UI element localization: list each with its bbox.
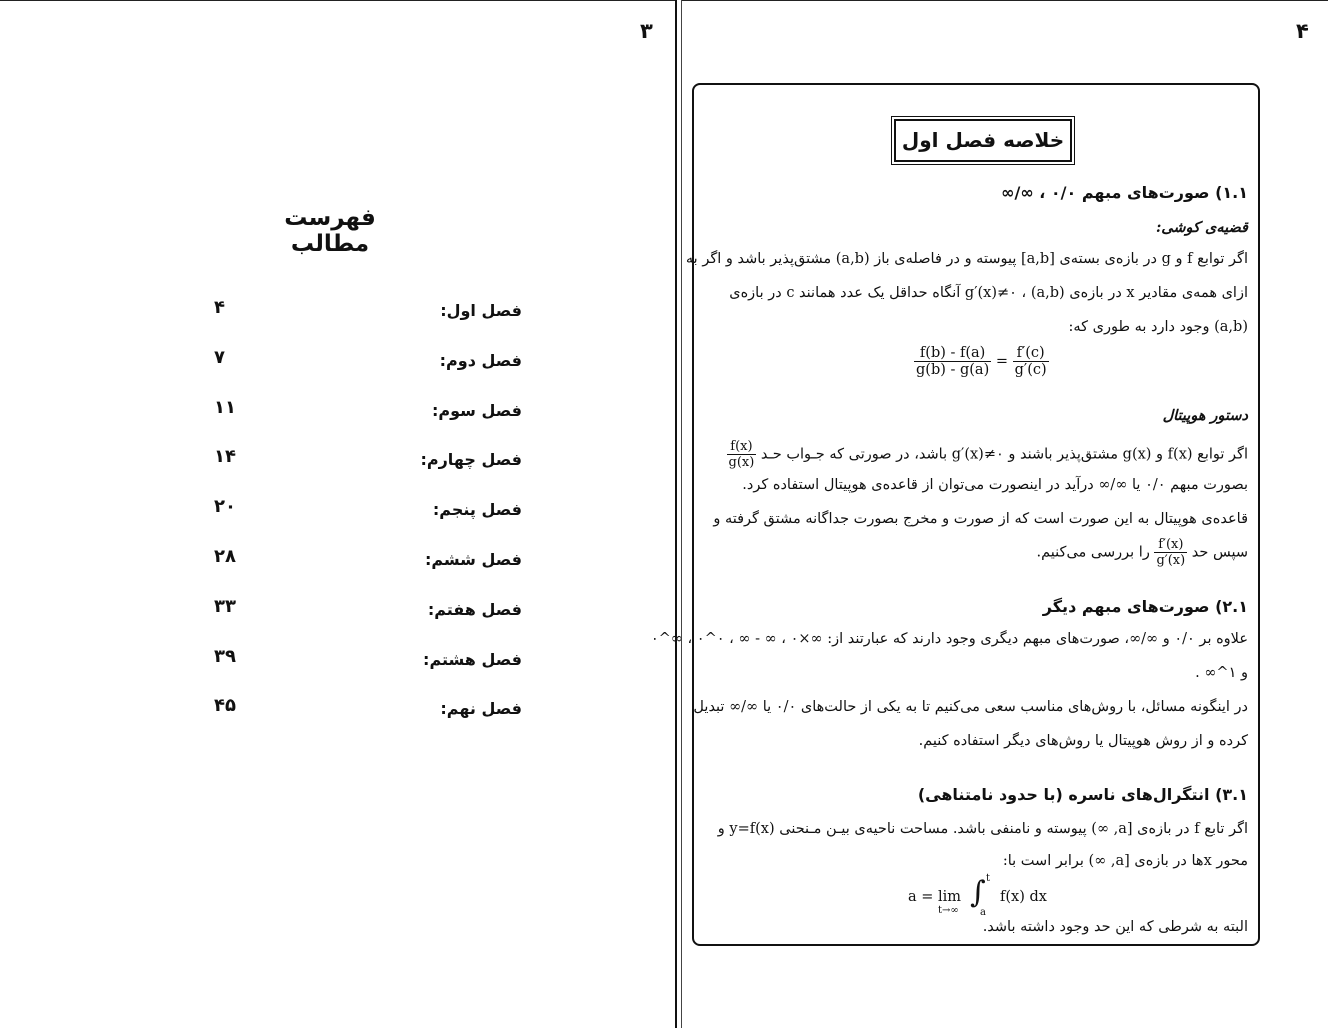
numerator: f(b) - f(a) — [914, 345, 991, 362]
toc-item-page: ۳۹ — [214, 645, 236, 667]
toc-item-page: ۴۵ — [214, 695, 236, 717]
toc-item-label: فصل اول: — [440, 301, 522, 320]
paragraph: اگر توابع f و g در بازه‌ی بسته‌ی [a,b] پیوسته و در فاصله‌ی باز (a,b) مشتق‌پذیر باشد و اگر به — [685, 251, 1248, 267]
section-heading: ۱.۱) صورت‌های مبهم ۰/۰ ، ∞/∞ — [1001, 183, 1248, 202]
book-spine — [675, 0, 682, 1028]
paragraph: ازای همه‌ی مقادیر x در بازه‌ی (a,b) ، g′(x)≠۰ آنگاه حداقل یک عدد همانند c در بازه‌ی — [729, 285, 1248, 301]
numerator: f′(x) — [1154, 537, 1187, 553]
toc-item-page: ۱۴ — [214, 446, 236, 468]
toc-item-label: فصل هشتم: — [423, 649, 522, 669]
improper-integral-formula — [908, 873, 1068, 918]
toc-list — [200, 297, 530, 745]
fraction — [1154, 537, 1187, 568]
toc-item[interactable] — [200, 446, 530, 496]
toc-item-page: ۲۸ — [214, 545, 236, 567]
fraction — [914, 345, 991, 378]
formula-lhs: a = — [908, 889, 934, 905]
toc-item-label: فصل چهارم: — [420, 450, 522, 470]
paragraph: بصورت مبهم ۰/۰ یا ∞/∞ درآید در اینصورت می‌توان از قاعده‌ی هوپیتال استفاده کرد. — [742, 477, 1248, 493]
toc-item-label: فصل ششم: — [424, 549, 522, 569]
limit-subscript: t→∞ — [938, 905, 959, 916]
toc-item[interactable] — [200, 397, 530, 447]
fraction — [1013, 345, 1049, 378]
toc-item-label: فصل سوم: — [432, 400, 522, 420]
paragraph — [1037, 537, 1248, 568]
lower-bound: a — [980, 907, 986, 918]
limit-operator: lim — [938, 889, 962, 905]
paragraph: (a,b) وجود دارد به طوری که: — [1068, 319, 1248, 335]
paragraph-text: را بررسی می‌کنیم. — [1036, 544, 1150, 561]
page-number: ۳ — [640, 19, 653, 43]
toc-item-label: فصل هفتم: — [427, 599, 522, 619]
toc-title: فهرست مطالب — [284, 205, 376, 257]
denominator: g(x) — [728, 455, 755, 470]
toc-item[interactable] — [200, 496, 530, 546]
paragraph-text: سپس حد — [1191, 544, 1248, 561]
toc-item-label: فصل پنجم: — [432, 500, 522, 520]
page-number: ۴ — [1296, 19, 1309, 43]
toc-item[interactable] — [200, 695, 530, 745]
paragraph-text: اگر توابع f(x) و g(x) مشتق‌پذیر باشند و g′(x)≠۰ باشد، در صورتی که جـواب حـد — [760, 446, 1248, 463]
integral-sign: ∫ — [970, 875, 986, 910]
toc-item-page: ۱۱ — [214, 396, 236, 418]
paragraph: علاوه بر ۰/۰ و ∞/∞، صورت‌های مبهم دیگری وجود دارند که عبارتند از: ∞×۰ ، ∞ - ∞ ، ۰^۰ ، ∞^۰ — [650, 631, 1248, 647]
toc-item[interactable] — [200, 596, 530, 646]
denominator: g(b) - g(a) — [916, 362, 990, 378]
toc-item-page: ۳۳ — [214, 595, 236, 617]
paragraph: البته به شرطی که این حد وجود داشته باشد. — [982, 919, 1248, 935]
toc-item-page: ۲۰ — [214, 496, 236, 518]
integrand: f(x) dx — [1000, 889, 1047, 905]
paragraph: و ۱^∞ . — [1195, 665, 1248, 681]
toc-item-label: فصل نهم: — [440, 699, 522, 719]
denominator: g′(c) — [1014, 362, 1047, 378]
subheading-cauchy: قضیه‌ی کوشی: — [1155, 219, 1248, 236]
cauchy-formula — [914, 345, 1049, 378]
paragraph: کرده و از روش هوپیتال یا روش‌های دیگر استفاده کنیم. — [918, 733, 1248, 749]
toc-item-label: فصل دوم: — [439, 350, 522, 370]
toc-item[interactable] — [200, 546, 530, 596]
toc-item[interactable] — [200, 297, 530, 347]
subheading-lhopital: دستور هوپیتال — [1162, 407, 1248, 424]
chapter-summary-box — [650, 83, 1260, 946]
toc-item-page: ۴ — [214, 297, 225, 318]
right-page — [650, 0, 1328, 1028]
paragraph: محور xها در بازه‌ی [a, ∞) برابر است با: — [1002, 853, 1248, 869]
toc-item[interactable] — [200, 347, 530, 397]
section-heading: ۲.۱) صورت‌های مبهم دیگر — [1042, 597, 1248, 616]
toc-item[interactable] — [200, 646, 530, 696]
summary-title: خلاصه فصل اول — [894, 119, 1072, 162]
numerator: f(x) — [727, 439, 757, 455]
paragraph — [727, 439, 1248, 470]
fraction — [727, 439, 757, 470]
paragraph: اگر تابع f در بازه‌ی [a, ∞) پیوسته و نامنفی باشد. مساحت ناحیه‌ی بیـن مـنحنی y=f(x) و — [717, 821, 1248, 837]
paragraph: در اینگونه مسائل، با روش‌های مناسب سعی می‌کنیم تا به یکی از حالت‌های ۰/۰ یا ∞/∞ تبدیل — [693, 699, 1248, 715]
paragraph: قاعده‌ی هوپیتال به این صورت است که از صورت و مخرج بصورت جداگانه مشتق گرفته و — [713, 511, 1248, 527]
denominator: g′(x) — [1156, 553, 1186, 568]
section-heading: ۳.۱) انتگرال‌های ناسره (با حدود نامتناهی) — [917, 785, 1248, 804]
numerator: f′(c) — [1013, 345, 1049, 362]
equals-sign: = — [995, 353, 1009, 370]
toc-item-page: ۷ — [214, 346, 225, 368]
upper-bound: t — [986, 873, 991, 884]
